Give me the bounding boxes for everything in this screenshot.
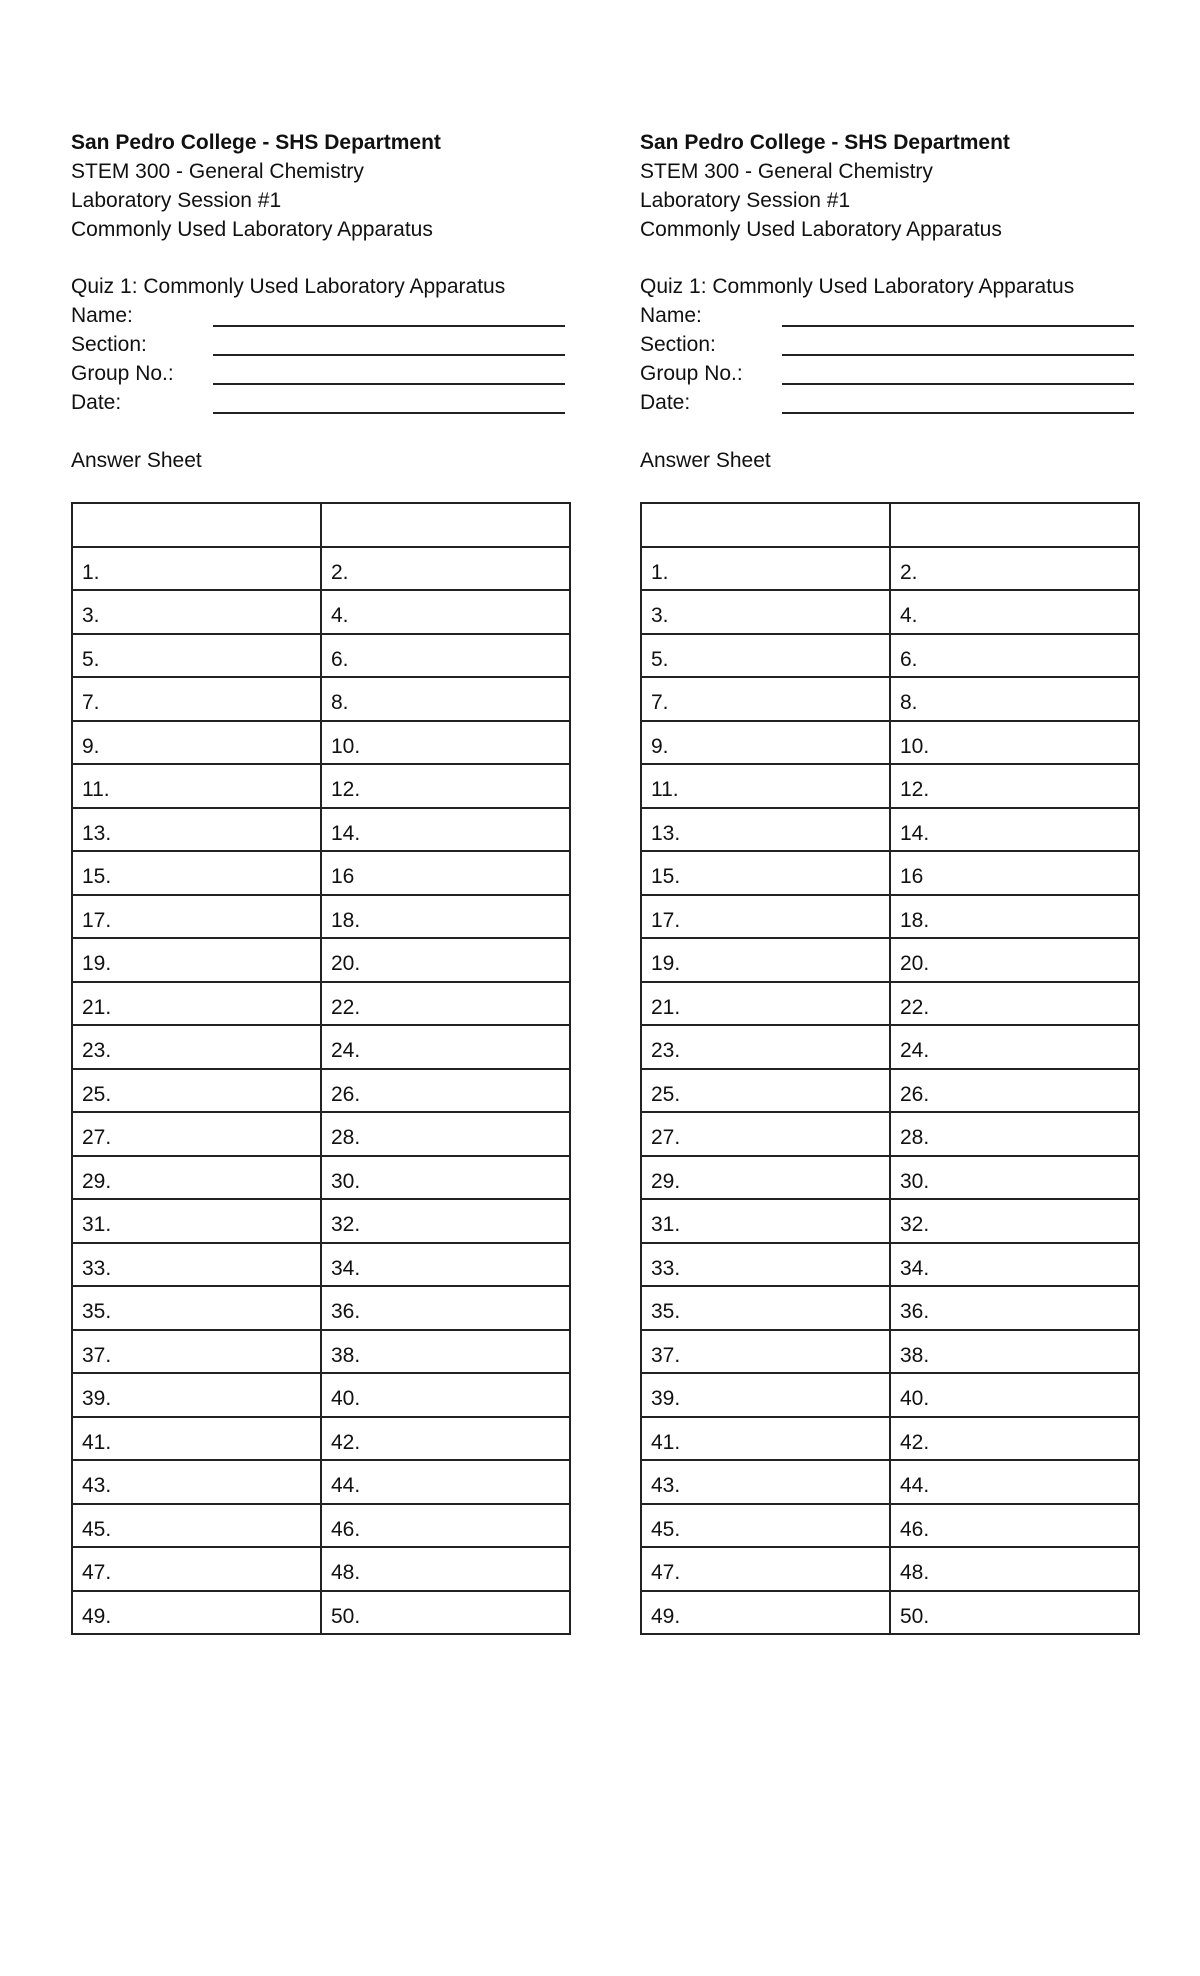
answer-cell[interactable]: 4. [321, 590, 570, 634]
answer-cell[interactable]: 48. [321, 1547, 570, 1591]
field-blank-line[interactable] [782, 390, 1134, 414]
field-label: Group No.: [71, 362, 174, 385]
answer-row [72, 1460, 570, 1504]
answer-row [641, 1112, 1139, 1156]
answer-row [72, 808, 570, 852]
answer-cell[interactable]: 9. [641, 721, 890, 765]
answer-cell[interactable]: 38. [890, 1330, 1139, 1374]
answer-cell[interactable]: 1. [72, 547, 321, 591]
answer-row [641, 590, 1139, 634]
answer-cell[interactable]: 8. [890, 677, 1139, 721]
answer-cell[interactable]: 34. [321, 1243, 570, 1287]
answer-row [641, 851, 1139, 895]
answer-row [72, 1156, 570, 1200]
answer-row [641, 1286, 1139, 1330]
answer-table-header-row [641, 503, 1139, 547]
field-blank-line[interactable] [213, 361, 565, 385]
answer-row [641, 1330, 1139, 1374]
answer-cell[interactable]: 17. [72, 895, 321, 939]
answer-cell[interactable]: 44. [321, 1460, 570, 1504]
quiz-title: Quiz 1: Commonly Used Laboratory Apparatus [71, 275, 506, 298]
answer-cell[interactable]: 11. [72, 764, 321, 808]
answer-row [72, 1199, 570, 1243]
field-label: Date: [71, 391, 122, 414]
answer-cell[interactable]: 33. [641, 1243, 890, 1287]
answer-cell[interactable]: 37. [72, 1330, 321, 1374]
answer-table [71, 502, 571, 1635]
answer-cell[interactable]: 23. [641, 1025, 890, 1069]
answer-row [72, 1591, 570, 1635]
header-cell[interactable] [321, 503, 570, 547]
answer-cell[interactable]: 36. [321, 1286, 570, 1330]
field-label: Section: [640, 333, 716, 356]
answer-row [641, 1156, 1139, 1200]
answer-cell[interactable]: 2. [321, 547, 570, 591]
answer-cell[interactable]: 6. [321, 634, 570, 678]
answer-cell[interactable]: 18. [321, 895, 570, 939]
answer-cell[interactable]: 7. [72, 677, 321, 721]
quiz-sheet-left [71, 128, 571, 1628]
answer-cell[interactable]: 29. [641, 1156, 890, 1200]
answer-cell[interactable]: 28. [890, 1112, 1139, 1156]
answer-cell[interactable]: 5. [72, 634, 321, 678]
field-blank-line[interactable] [782, 361, 1134, 385]
answer-cell[interactable]: 13. [641, 808, 890, 852]
answer-cell[interactable]: 45. [72, 1504, 321, 1548]
answer-row [641, 1243, 1139, 1287]
session-name: Laboratory Session #1 [71, 189, 282, 212]
answer-sheet-title: Answer Sheet [71, 449, 202, 472]
answer-row [72, 938, 570, 982]
answer-cell[interactable]: 43. [72, 1460, 321, 1504]
answer-cell[interactable]: 23. [72, 1025, 321, 1069]
date-field [71, 388, 571, 417]
answer-cell[interactable]: 27. [641, 1112, 890, 1156]
answer-table [640, 502, 1140, 1635]
answer-cell[interactable]: 49. [72, 1591, 321, 1635]
topic-name: Commonly Used Laboratory Apparatus [640, 218, 1002, 241]
answer-row [641, 1591, 1139, 1635]
answer-cell[interactable]: 29. [72, 1156, 321, 1200]
answer-cell[interactable]: 38. [321, 1330, 570, 1374]
answer-cell[interactable]: 22. [890, 982, 1139, 1026]
answer-cell[interactable]: 30. [321, 1156, 570, 1200]
answer-cell[interactable]: 28. [321, 1112, 570, 1156]
answer-cell[interactable]: 35. [72, 1286, 321, 1330]
quiz-sheet-right [640, 128, 1140, 1628]
answer-cell[interactable]: 34. [890, 1243, 1139, 1287]
answer-cell[interactable]: 45. [641, 1504, 890, 1548]
answer-row [641, 1373, 1139, 1417]
course-name: STEM 300 - General Chemistry [640, 160, 933, 183]
field-label: Section: [71, 333, 147, 356]
answer-row [72, 1286, 570, 1330]
answer-cell[interactable]: 15. [72, 851, 321, 895]
field-blank-line[interactable] [782, 332, 1134, 356]
answer-cell[interactable]: 25. [641, 1069, 890, 1113]
answer-cell[interactable]: 6. [890, 634, 1139, 678]
answer-cell[interactable]: 50. [321, 1591, 570, 1635]
answer-cell[interactable]: 32. [321, 1199, 570, 1243]
topic-name: Commonly Used Laboratory Apparatus [71, 218, 433, 241]
session-name: Laboratory Session #1 [640, 189, 851, 212]
answer-row [641, 1417, 1139, 1461]
answer-row [72, 895, 570, 939]
answer-row [641, 1504, 1139, 1548]
answer-cell[interactable]: 37. [641, 1330, 890, 1374]
answer-cell[interactable]: 42. [321, 1417, 570, 1461]
answer-cell[interactable]: 33. [72, 1243, 321, 1287]
answer-cell[interactable]: 26. [321, 1069, 570, 1113]
answer-cell[interactable]: 17. [641, 895, 890, 939]
answer-cell[interactable]: 10. [890, 721, 1139, 765]
answer-cell[interactable]: 1. [641, 547, 890, 591]
group-no-field [71, 359, 571, 388]
answer-row [641, 895, 1139, 939]
answer-cell[interactable]: 18. [890, 895, 1139, 939]
answer-cell[interactable]: 14. [890, 808, 1139, 852]
answer-cell[interactable]: 19. [72, 938, 321, 982]
answer-cell[interactable]: 21. [641, 982, 890, 1026]
answer-row [641, 1199, 1139, 1243]
answer-cell[interactable]: 16 [321, 851, 570, 895]
answer-cell[interactable]: 12. [321, 764, 570, 808]
answer-row [72, 590, 570, 634]
name-field [640, 301, 1140, 330]
answer-cell[interactable]: 16 [890, 851, 1139, 895]
header-cell[interactable] [72, 503, 321, 547]
field-blank-line[interactable] [213, 303, 565, 327]
answer-row [72, 1069, 570, 1113]
answer-row [72, 1373, 570, 1417]
answer-cell[interactable]: 9. [72, 721, 321, 765]
answer-cell[interactable]: 3. [72, 590, 321, 634]
answer-cell[interactable]: 22. [321, 982, 570, 1026]
course-name: STEM 300 - General Chemistry [71, 160, 364, 183]
answer-cell[interactable]: 47. [72, 1547, 321, 1591]
section-field [640, 330, 1140, 359]
answer-cell[interactable]: 48. [890, 1547, 1139, 1591]
answer-cell[interactable]: 39. [72, 1373, 321, 1417]
answer-cell[interactable]: 40. [890, 1373, 1139, 1417]
field-label: Group No.: [640, 362, 743, 385]
answer-cell[interactable]: 44. [890, 1460, 1139, 1504]
answer-row [641, 938, 1139, 982]
answer-row [641, 982, 1139, 1026]
answer-cell[interactable]: 20. [321, 938, 570, 982]
school-name: San Pedro College - SHS Department [640, 131, 1010, 154]
name-field [71, 301, 571, 330]
answer-row [72, 1504, 570, 1548]
header-cell[interactable] [641, 503, 890, 547]
answer-cell[interactable]: 2. [890, 547, 1139, 591]
field-blank-line[interactable] [782, 303, 1134, 327]
answer-row [641, 677, 1139, 721]
answer-row [641, 808, 1139, 852]
answer-cell[interactable]: 13. [72, 808, 321, 852]
answer-row [641, 1025, 1139, 1069]
answer-row [72, 1243, 570, 1287]
answer-row [641, 547, 1139, 591]
answer-cell[interactable]: 24. [890, 1025, 1139, 1069]
answer-cell[interactable]: 19. [641, 938, 890, 982]
answer-table-header-row [72, 503, 570, 547]
answer-cell[interactable]: 10. [321, 721, 570, 765]
answer-row [641, 764, 1139, 808]
answer-cell[interactable]: 49. [641, 1591, 890, 1635]
answer-cell[interactable]: 35. [641, 1286, 890, 1330]
section-field [71, 330, 571, 359]
answer-cell[interactable]: 27. [72, 1112, 321, 1156]
answer-cell[interactable]: 21. [72, 982, 321, 1026]
answer-cell[interactable]: 46. [321, 1504, 570, 1548]
answer-cell[interactable]: 50. [890, 1591, 1139, 1635]
answer-cell[interactable]: 31. [72, 1199, 321, 1243]
answer-row [72, 1330, 570, 1374]
answer-row [72, 721, 570, 765]
answer-cell[interactable]: 8. [321, 677, 570, 721]
answer-row [72, 1025, 570, 1069]
field-blank-line[interactable] [213, 390, 565, 414]
answer-cell[interactable]: 7. [641, 677, 890, 721]
answer-row [72, 634, 570, 678]
answer-row [641, 1069, 1139, 1113]
answer-row [72, 851, 570, 895]
answer-row [72, 982, 570, 1026]
answer-cell[interactable]: 20. [890, 938, 1139, 982]
answer-cell[interactable]: 5. [641, 634, 890, 678]
answer-cell[interactable]: 11. [641, 764, 890, 808]
answer-cell[interactable]: 36. [890, 1286, 1139, 1330]
answer-cell[interactable]: 4. [890, 590, 1139, 634]
answer-row [641, 634, 1139, 678]
answer-cell[interactable]: 43. [641, 1460, 890, 1504]
answer-cell[interactable]: 14. [321, 808, 570, 852]
field-label: Name: [71, 304, 133, 327]
field-label: Date: [640, 391, 691, 414]
answer-cell[interactable]: 3. [641, 590, 890, 634]
date-field [640, 388, 1140, 417]
answer-row [641, 721, 1139, 765]
answer-cell[interactable]: 30. [890, 1156, 1139, 1200]
answer-cell[interactable]: 40. [321, 1373, 570, 1417]
answer-cell[interactable]: 32. [890, 1199, 1139, 1243]
quiz-title: Quiz 1: Commonly Used Laboratory Apparatus [640, 275, 1075, 298]
field-label: Name: [640, 304, 702, 327]
school-name: San Pedro College - SHS Department [71, 131, 441, 154]
answer-row [72, 677, 570, 721]
answer-cell[interactable]: 26. [890, 1069, 1139, 1113]
answer-cell[interactable]: 47. [641, 1547, 890, 1591]
answer-cell[interactable]: 46. [890, 1504, 1139, 1548]
answer-cell[interactable]: 31. [641, 1199, 890, 1243]
answer-cell[interactable]: 12. [890, 764, 1139, 808]
answer-cell[interactable]: 41. [641, 1417, 890, 1461]
answer-row [72, 1112, 570, 1156]
answer-row [72, 547, 570, 591]
answer-cell[interactable]: 42. [890, 1417, 1139, 1461]
answer-row [72, 1547, 570, 1591]
answer-cell[interactable]: 15. [641, 851, 890, 895]
group-no-field [640, 359, 1140, 388]
field-blank-line[interactable] [213, 332, 565, 356]
header-cell[interactable] [890, 503, 1139, 547]
answer-row [72, 1417, 570, 1461]
answer-cell[interactable]: 39. [641, 1373, 890, 1417]
answer-sheet-title: Answer Sheet [640, 449, 771, 472]
answer-cell[interactable]: 24. [321, 1025, 570, 1069]
answer-cell[interactable]: 41. [72, 1417, 321, 1461]
answer-cell[interactable]: 25. [72, 1069, 321, 1113]
answer-row [641, 1547, 1139, 1591]
answer-row [641, 1460, 1139, 1504]
answer-row [72, 764, 570, 808]
